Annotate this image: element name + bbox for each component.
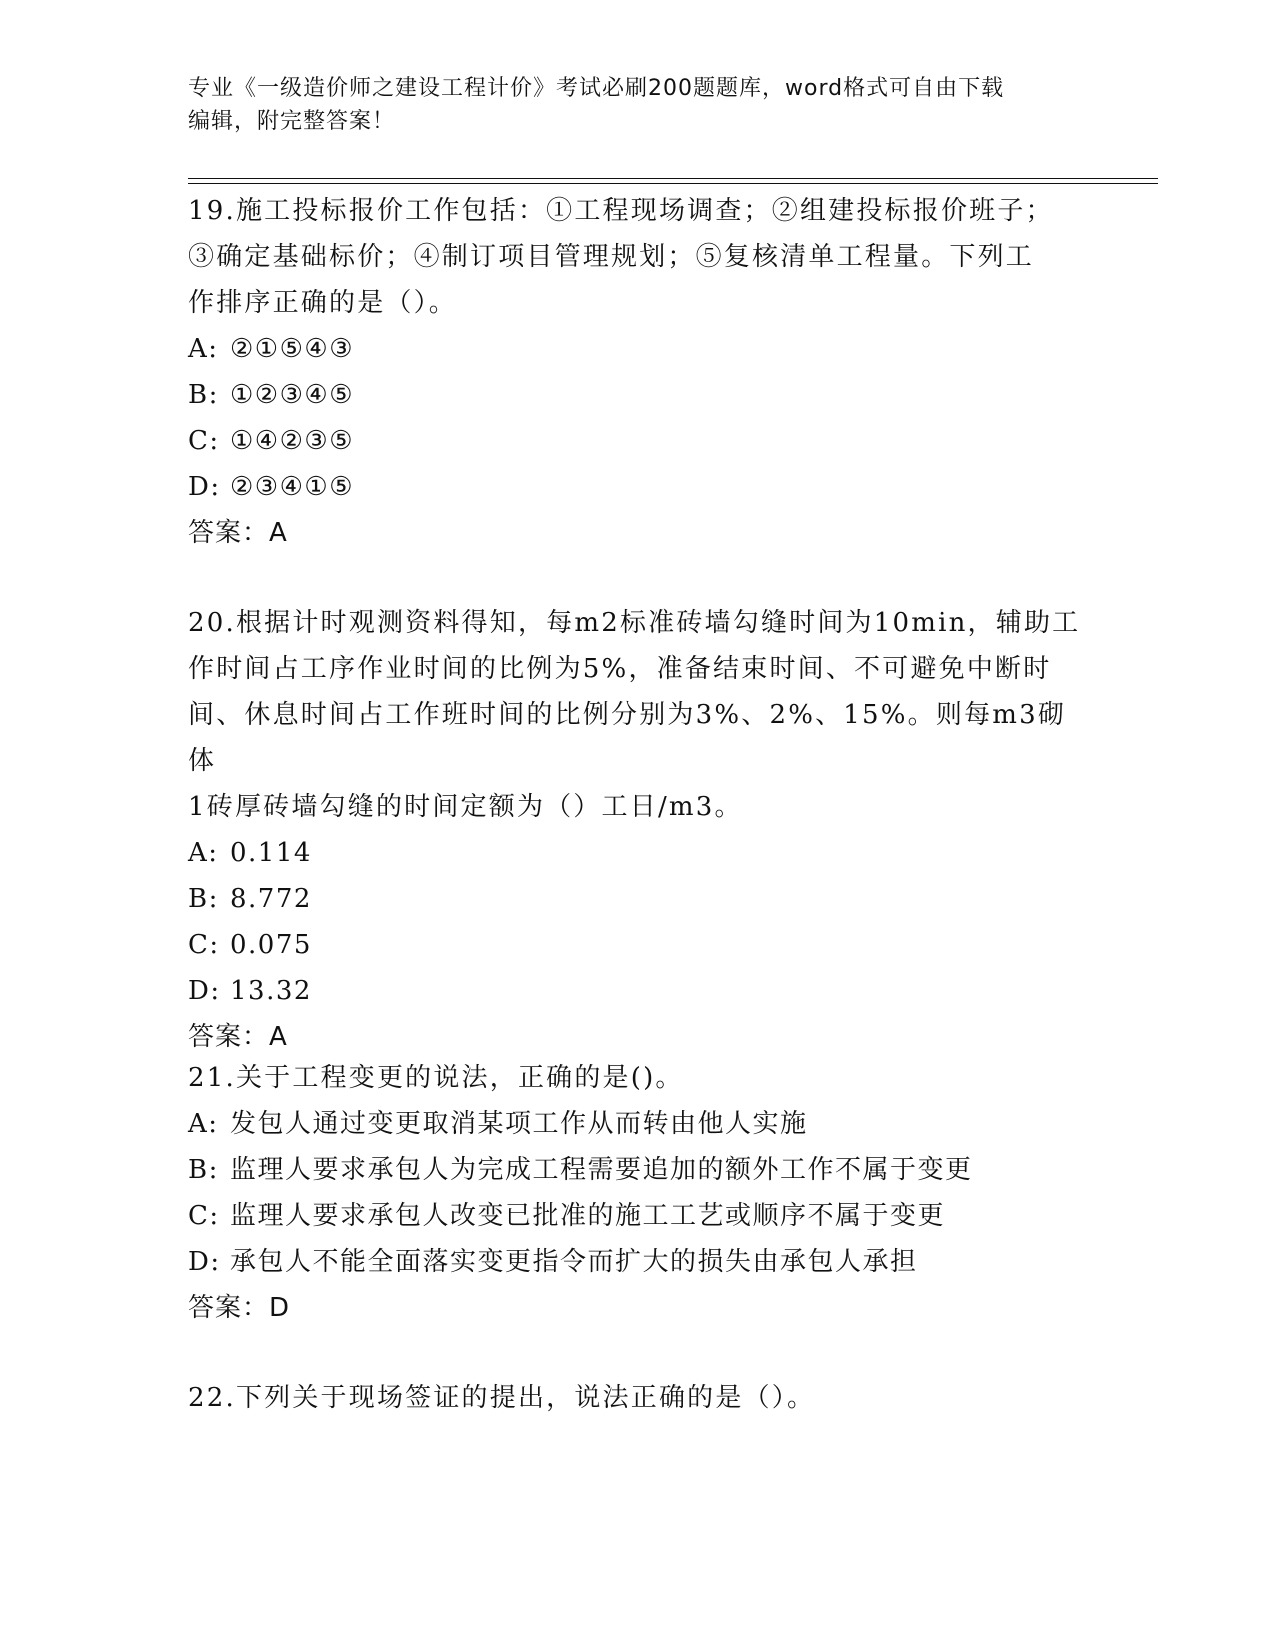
option-key: C: [188, 930, 220, 960]
option-key: A: [188, 334, 219, 364]
question-21 [188, 1055, 1088, 1331]
option-key: A: [188, 838, 219, 868]
answer-line: 答案：D [188, 1293, 291, 1323]
option-key: D: [188, 472, 221, 502]
option-text: 13.32 [230, 976, 312, 1006]
document-header [188, 72, 1088, 138]
header-line-2: 编辑，附完整答案！ [188, 109, 396, 134]
option-b [188, 1147, 1088, 1193]
option-c [188, 1193, 1088, 1239]
option-text: ①④②③⑤ [230, 426, 355, 456]
question-text [188, 600, 1088, 830]
option-text: 承包人不能全面落实变更指令而扩大的损失由承包人承担 [230, 1247, 918, 1277]
question-20 [188, 600, 1088, 1060]
option-key: C: [188, 1201, 220, 1231]
question-text [188, 1055, 1088, 1101]
option-key: B: [188, 884, 219, 914]
answer-line: 答案：A [188, 1022, 288, 1052]
option-text: 监理人要求承包人改变已批准的施工工艺或顺序不属于变更 [230, 1201, 946, 1231]
header-divider-bottom [188, 183, 1158, 184]
option-key: D: [188, 1247, 221, 1277]
option-d [188, 1239, 1088, 1285]
option-key: D: [188, 976, 221, 1006]
option-key: B: [188, 380, 219, 410]
question-text [188, 188, 1088, 326]
question-text [188, 1375, 1088, 1421]
question-line: 20.根据计时观测资料得知，每m2标准砖墙勾缝时间为10min，辅助工 [188, 608, 1081, 638]
option-b [188, 876, 1088, 922]
option-a [188, 1101, 1088, 1147]
option-text: ①②③④⑤ [230, 380, 355, 410]
option-text: ②③④①⑤ [230, 472, 355, 502]
option-key: A: [188, 1109, 219, 1139]
option-a [188, 830, 1088, 876]
question-19 [188, 188, 1088, 556]
option-text: 0.114 [230, 838, 312, 868]
option-b [188, 372, 1088, 418]
answer-line: 答案：A [188, 518, 288, 548]
question-line: 作排序正确的是（）。 [188, 288, 458, 318]
header-line-1: 专业《一级造价师之建设工程计价》考试必刷200题题库，word格式可自由下载 [188, 76, 1005, 101]
option-c [188, 418, 1088, 464]
question-line: 19.施工投标报价工作包括：①工程现场调查；②组建投标报价班子； [188, 196, 1054, 226]
question-line: 21.关于工程变更的说法，正确的是()。 [188, 1063, 684, 1093]
question-line: ③确定基础标价；④制订项目管理规划；⑤复核清单工程量。下列工 [188, 242, 1035, 272]
option-text: ②①⑤④③ [230, 334, 355, 364]
option-d [188, 968, 1088, 1014]
option-key: B: [188, 1155, 219, 1185]
option-text: 0.075 [230, 930, 312, 960]
question-line: 22.下列关于现场签证的提出，说法正确的是（）。 [188, 1383, 816, 1413]
question-22 [188, 1375, 1088, 1421]
option-text: 发包人通过变更取消某项工作从而转由他人实施 [230, 1109, 808, 1139]
option-a [188, 326, 1088, 372]
option-c [188, 922, 1088, 968]
question-line: 作时间占工序作业时间的比例为5%，准备结束时间、不可避免中断时 [188, 654, 1052, 684]
header-divider-top [188, 178, 1158, 179]
option-text: 监理人要求承包人为完成工程需要追加的额外工作不属于变更 [230, 1155, 973, 1185]
option-d [188, 464, 1088, 510]
option-key: C: [188, 426, 220, 456]
option-text: 8.772 [230, 884, 312, 914]
question-line: 间、休息时间占工作班时间的比例分别为3%、2%、15%。则每m3砌体 [188, 700, 1067, 776]
question-line: 1砖厚砖墙勾缝的时间定额为（）工日/m3。 [188, 792, 743, 822]
